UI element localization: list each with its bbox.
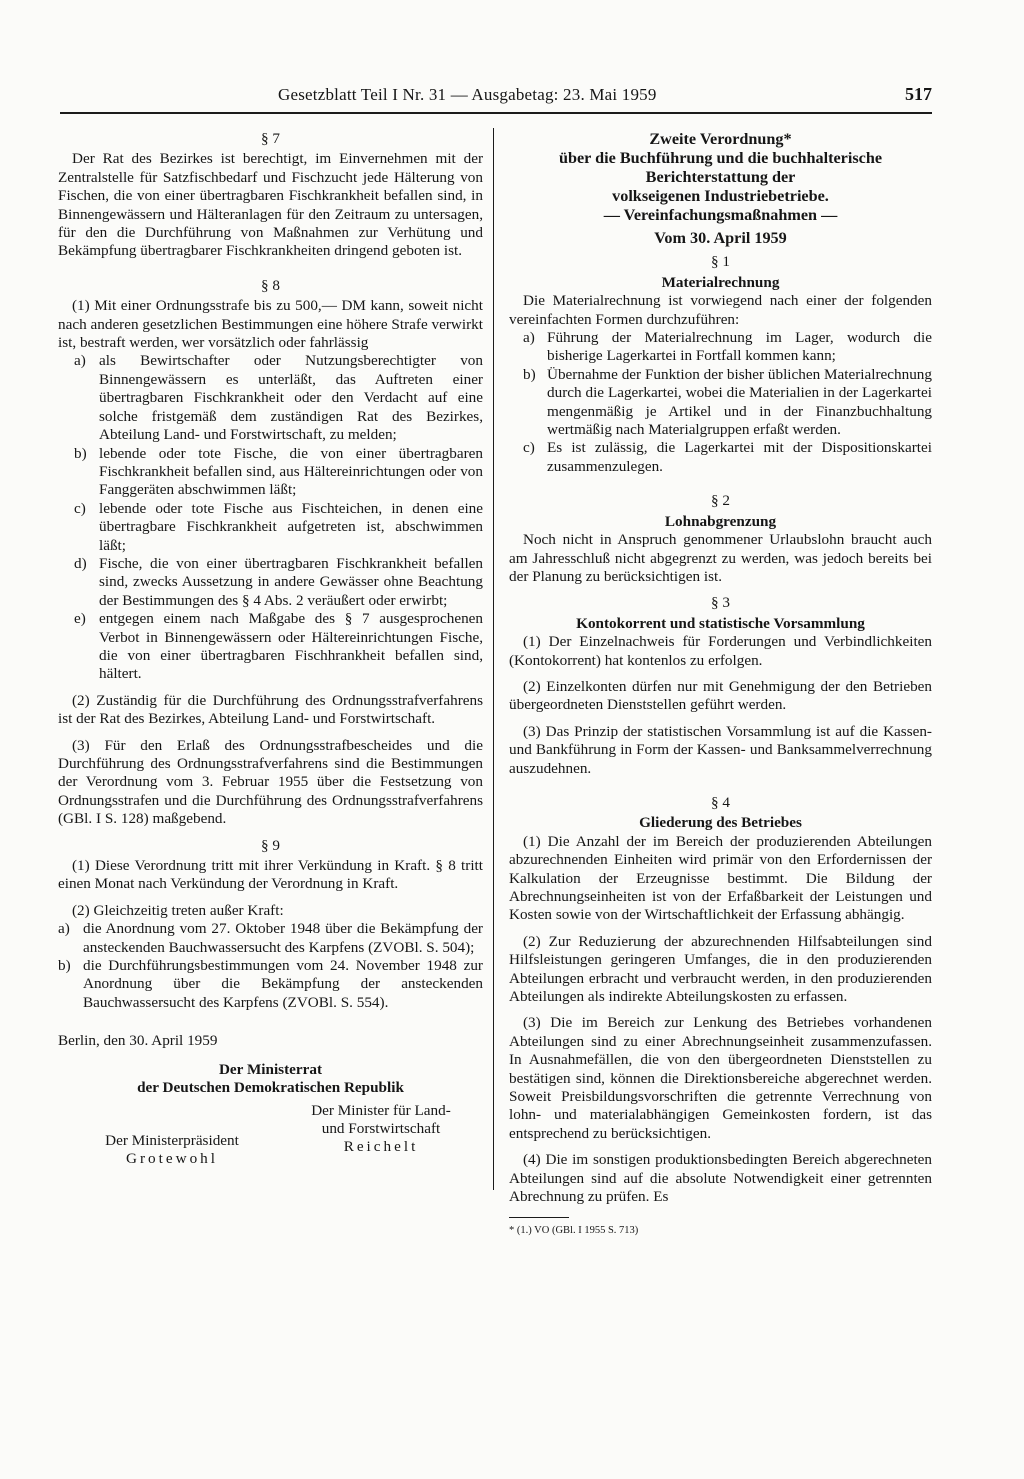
list-item: a) als Bewirtschafter oder Nutzungsberechtigter von Binnengewässern es unterläßt, das Auftreten einer übertragbaren Fischkrankheit oder den Verdacht auf eine solche fristgemäß dem zuständigen Rat des Bezirkes, Abteilung Land- und Forstwirtschaft, zu melden;	[74, 352, 483, 444]
list-item: c) lebende oder tote Fische aus Fischteichen, in denen eine übertragbare Fischkrankheit aufgetreten ist, abschwimmen läßt;	[74, 499, 483, 554]
section-4-paragraph-2: (2) Zur Reduzierung der abzurechnenden Hilfsabteilungen sind Hilfsleistungen geringeren Umfanges, die in den produzierenden Abteilungen erbracht und verbraucht werden, in den produzierenden Abteilungen als indirekte Abteilungskosten zu erfassen.	[509, 932, 932, 1006]
section-4-paragraph-1: (1) Die Anzahl der im Bereich der produzierenden Abteilungen abzurechnenden Einheiten wird primär von den Erfordernissen der Kalkulation der Erzeugnisse bestimmt. Die Bildung der Abrechnungseinheiten ist von der Erfaßbarkeit der Leistungen und Kosten sowie von der Wirtschaftlichkeit der Erfassung abhängig.	[509, 832, 932, 924]
section-7-heading: § 7	[261, 130, 280, 147]
section-3-title: Kontokorrent und statistische Vorsammlung	[576, 614, 865, 632]
section-2-heading: § 2	[711, 492, 730, 510]
left-column	[58, 130, 483, 1167]
section-4-heading: § 4	[711, 793, 730, 811]
section-1-intro: Die Materialrechnung ist vorwiegend nach einer der folgenden vereinfachten Formen durchzuführen:	[509, 292, 932, 328]
section-8-list	[58, 352, 483, 683]
signature-name: Reichelt	[343, 1138, 419, 1156]
ordinance-date: Vom 30. April 1959	[654, 229, 787, 247]
section-9-heading: § 9	[261, 836, 280, 854]
signature-minister-agriculture	[276, 1102, 486, 1157]
signatures	[58, 1101, 483, 1167]
section-7-text: Der Rat des Bezirkes ist berechtigt, im Einvernehmen mit der Zentralstelle für Satzfischbedarf und Fischzucht jede Hälterung von Fischen, die von einer übertragbaren Fischkrankheit befallen sind, in Binnengewässern und Hälteranlagen für den Zeitraum zu untersagen, für den die Durchführung von Maßnahmen zur Verhütung und Bekämpfung übertragbarer Fischkrankheiten dringend geboten ist.	[58, 150, 483, 260]
council-line-1: Der Ministerrat	[218, 1060, 323, 1078]
section-1-title: Materialrechnung	[661, 273, 780, 291]
list-item: e) entgegen einem nach Maßgabe des § 7 ausgesprochenen Verbot in Binnengewässern oder Hältereinrichtungen Fische, die von einer übertragbaren Fischhrankheit befallen sind, hältert.	[74, 610, 483, 683]
ordinance-subtitle: — Vereinfachungsmaßnahmen —	[603, 206, 838, 224]
section-8-paragraph-1: (1) Mit einer Ordnungsstrafe bis zu 500,— DM kann, soweit nicht nach anderen gesetzlichen Bestimmungen eine höhere Strafe verwirkt ist, bestraft werden, wer vorsätzlich oder fahrlässig	[58, 297, 483, 352]
signature-title: Der Ministerpräsident	[105, 1131, 239, 1149]
section-2-text: Noch nicht in Anspruch genommener Urlaubslohn braucht auch am Jahresschluß nicht abgegrenzt zu werden, was jedoch bereits bei der Planung zu berücksichtigen ist.	[509, 531, 932, 585]
section-9-paragraph-2: (2) Gleichzeitig treten außer Kraft:	[72, 901, 284, 919]
section-4-paragraph-3: (3) Die im Bereich zur Lenkung des Betriebes vorhandenen Abteilungen sind zu einer Abrechnungseinheit zusammenzufassen. In Ausnahmefällen, die von den übergeordneten Dienststellen zu bestätigen sind, können die Direktionsbereiche abgerechnet werden. Soweit Preisbildungsvorschriften die getrennte Verrechnung von lohn- und materialabhängigen Gemeinkosten fordern, ist das entsprechend zu berücksichtigen.	[509, 1014, 932, 1142]
signature-prime-minister	[82, 1132, 262, 1169]
council-line-2: der Deutschen Demokratischen Republik	[137, 1079, 404, 1097]
ordinance-title: Zweite Verordnung* über die Buchführung und die buchhalterische Berichterstattung der volkseigenen Industriebetriebe. — Vereinfachungsmaßnahmen —	[509, 130, 932, 225]
place-and-date: Berlin, den 30. April 1959	[58, 1032, 218, 1050]
footnote-rule	[509, 1217, 569, 1218]
section-8-heading: § 8	[261, 276, 280, 294]
section-8-paragraph-3: (3) Für den Erlaß des Ordnungsstrafbescheides und die Durchführung des Ordnungsstrafverfahrens sind die Bestimmungen der Verordnung vom 3. Februar 1955 über die Festsetzung von Ordnungsstrafen und die Durchführung des Ordnungsstrafverfahrens (GBl. I S. 128) maßgebend.	[58, 736, 483, 828]
column-divider	[493, 128, 494, 1190]
list-item: a) die Anordnung vom 27. Oktober 1948 über die Bekämpfung der ansteckenden Bauchwassersucht des Karpfens (ZVOBl. S. 504);	[58, 920, 483, 956]
section-1-heading: § 1	[711, 253, 730, 271]
section-2-title: Lohnabgrenzung	[664, 512, 777, 530]
section-3-paragraph-2: (2) Einzelkonten dürfen nur mit Genehmigung der den Betrieben übergeordneten Dienststellen geführt werden.	[509, 677, 932, 714]
section-3-heading: § 3	[711, 594, 730, 612]
list-item: b) lebende oder tote Fische, die von einer übertragbaren Fischkrankheit befallen sind, aus Hältereinrichtungen oder von Fanggeräten abschwimmen läßt;	[74, 444, 483, 499]
signature-title-line-2: und Forstwirtschaft	[321, 1119, 441, 1137]
list-item: a) Führung der Materialrechnung im Lager, wodurch die bisherige Lagerkartei in Fortfall kommen kann;	[523, 329, 932, 365]
section-3-paragraph-3: (3) Das Prinzip der statistischen Vorsammlung ist auf die Kassen- und Bankführung in Form der Kassen- und Banksammelverrechnung auszudehnen.	[509, 722, 932, 777]
list-item: d) Fische, die von einer übertragbaren Fischkrankheit befallen sind, zwecks Aussetzung in andere Gewässer ohne Beachtung der Bestimmungen des § 4 Abs. 2 veräußert oder erwirbt;	[74, 554, 483, 609]
gazette-title: Gesetzblatt Teil I Nr. 31 — Ausgabetag: 23. Mai 1959	[278, 85, 657, 104]
list-item: c) Es ist zulässig, die Lagerkartei mit der Dispositionskartei zusammenzulegen.	[523, 439, 932, 475]
list-item: b) die Durchführungsbestimmungen vom 24. November 1948 zur Anordnung über die Bekämpfung der ansteckenden Bauchwassersucht des Karpfens (ZVOBl. S. 554).	[58, 957, 483, 1011]
section-4-title: Gliederung des Betriebes	[639, 814, 802, 832]
section-4-paragraph-4: (4) Die im sonstigen produktionsbedingten Bereich abgerechneten Abteilungen sind auf die absolute Notwendigkeit einer getrennten Abrechnung zu prüfen. Es	[509, 1151, 932, 1206]
section-8-paragraph-2: (2) Zuständig für die Durchführung des Ordnungsstrafverfahrens ist der Rat des Bezirkes, Abteilung Land- und Forstwirtschaft.	[58, 691, 483, 728]
footnote: * (1.) VO (GBl. I 1955 S. 713)	[509, 1224, 639, 1236]
section-9-paragraph-1: (1) Diese Verordnung tritt mit ihrer Verkündung in Kraft. § 8 tritt einen Monat nach Verkündung der Verordnung in Kraft.	[58, 857, 483, 893]
signature-name: Grotewohl	[126, 1149, 218, 1167]
page-header	[60, 82, 932, 114]
section-1-list	[509, 329, 932, 476]
section-9-list	[58, 920, 483, 1012]
list-item: b) Übernahme der Funktion der bisher üblichen Materialrechnung durch die Lagerkartei, wobei die Materialien in der Lagerkartei mengenmäßig je Artikel und in der Finanzbuchhaltung wertmäßig nach Materialgruppen erfaßt werden.	[523, 365, 932, 439]
page-number: 517	[905, 84, 932, 104]
signature-title-line-1: Der Minister für Land-	[311, 1101, 451, 1119]
right-column	[509, 130, 932, 1240]
section-3-paragraph-1: (1) Der Einzelnachweis für Forderungen und Verbindlichkeiten (Kontokorrent) hat kontenlos zu erfolgen.	[509, 633, 932, 669]
